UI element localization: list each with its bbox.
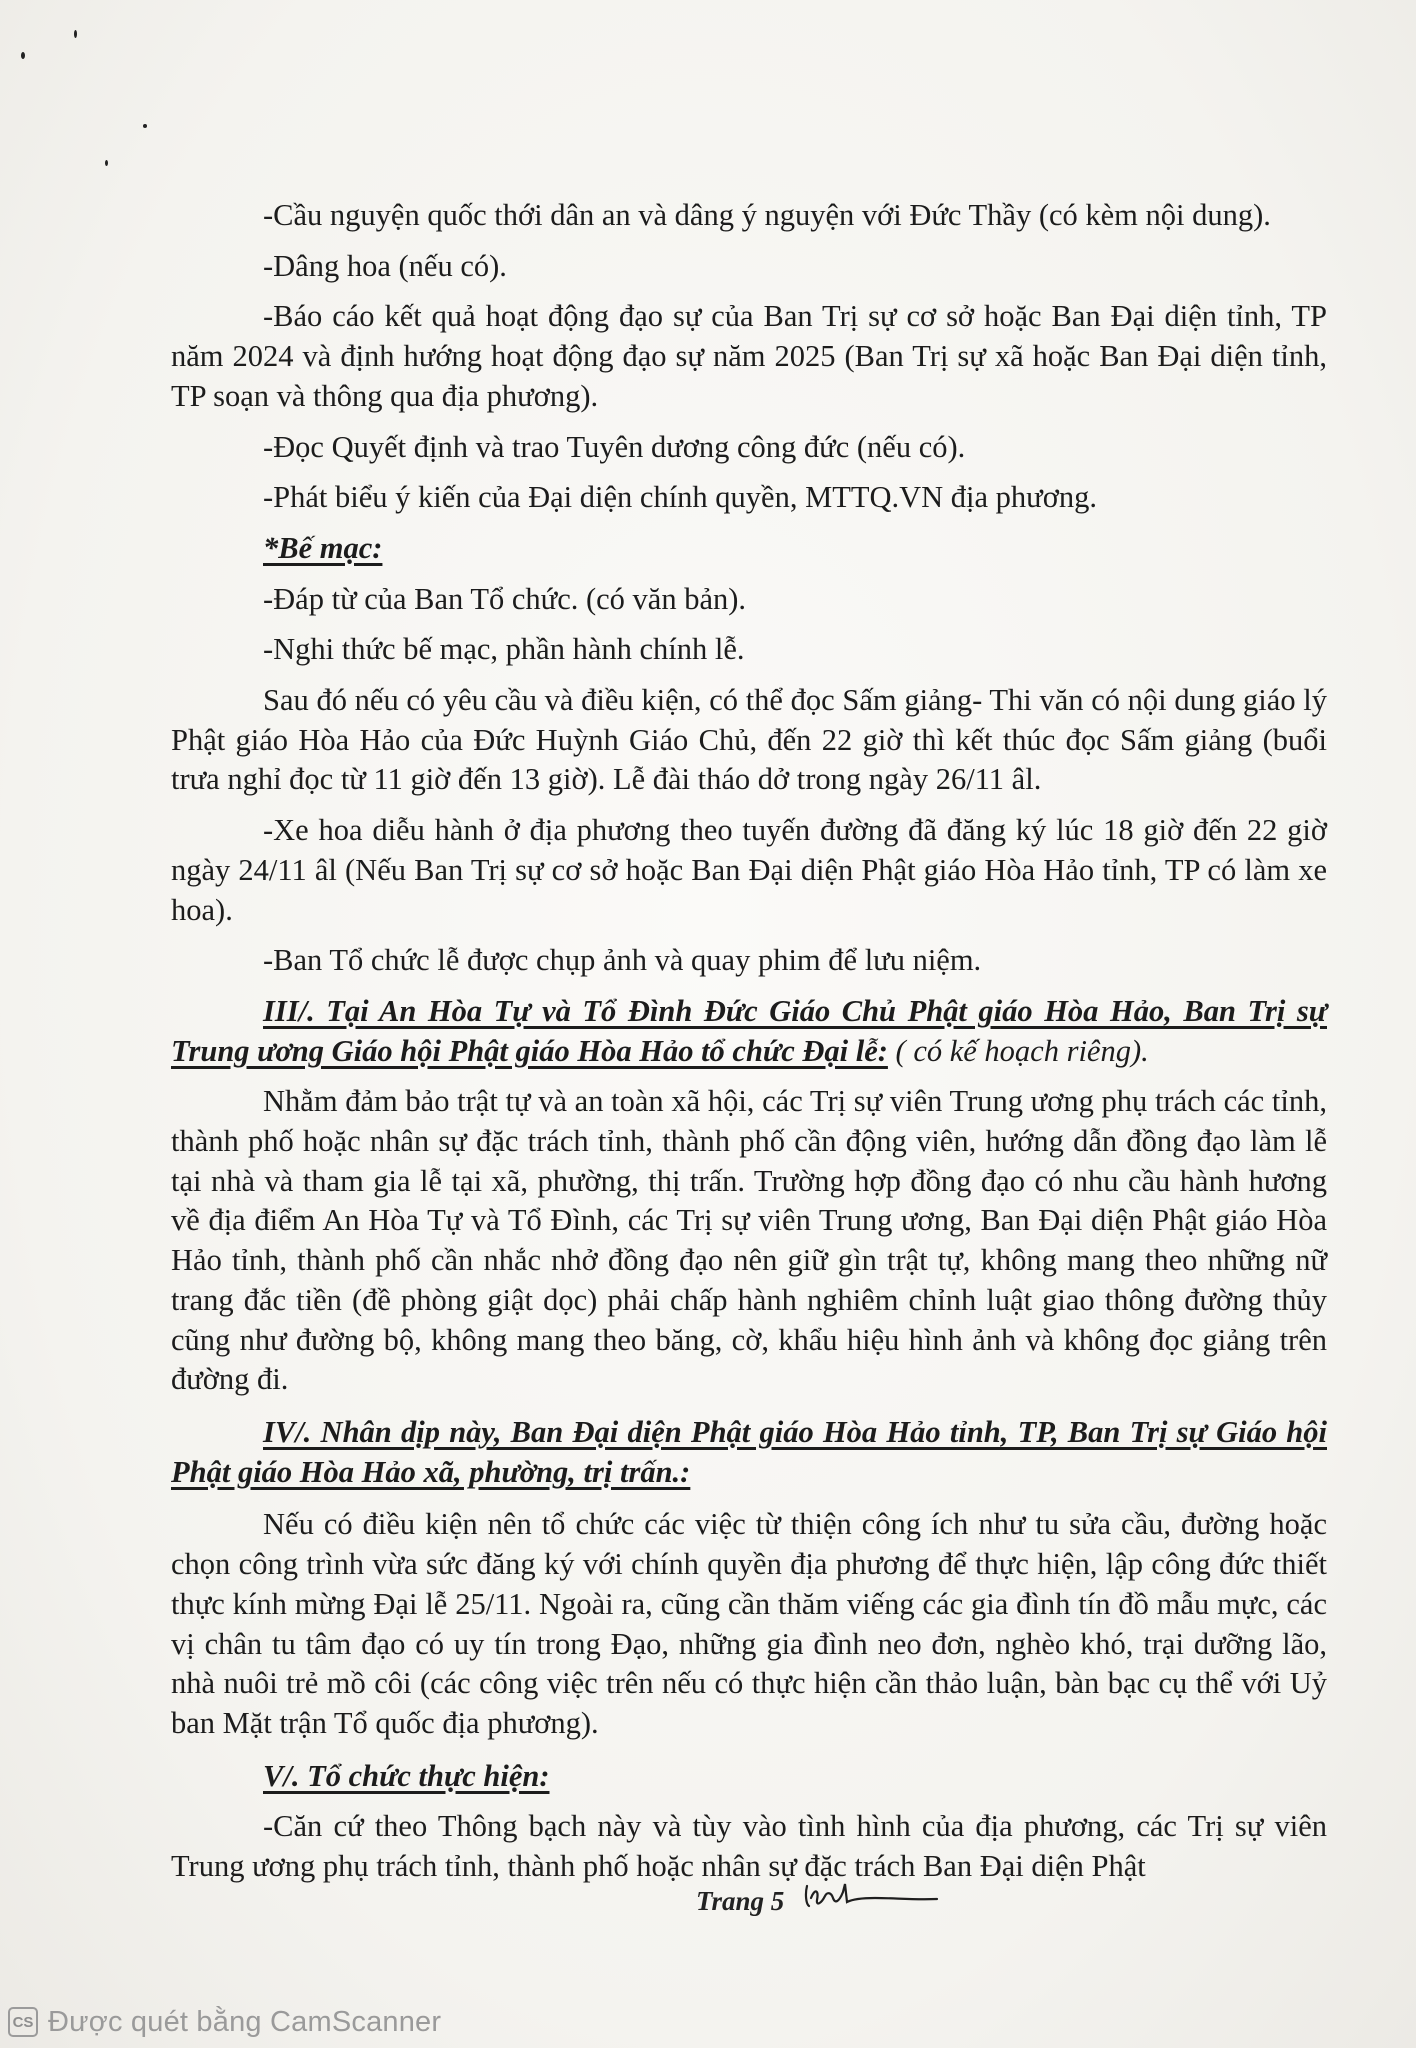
- camscanner-text: Được quét bằng CamScanner: [48, 2005, 442, 2038]
- paragraph: -Phát biểu ý kiến của Đại diện chính quyền, MTTQ.VN địa phương.: [263, 480, 1097, 515]
- page-number: Trang 5: [696, 1886, 785, 1916]
- scan-speck: [74, 30, 77, 38]
- scan-speck: [105, 160, 108, 166]
- heading-closing: *Bế mạc:: [263, 530, 383, 565]
- paragraph: Sau đó nếu có yêu cầu và điều kiện, có thể đọc Sấm giảng- Thi văn có nội dung giáo lý Phật giáo Hòa Hảo của Đức Huỳnh Giáo Chủ, đến 22 giờ thì kết thúc đọc Sấm giảng (buổi trưa nghỉ đọc từ 11 giờ đến 13 giờ). Lễ đài tháo dở trong ngày 26/11 âl.: [171, 683, 1327, 797]
- document-body: [171, 196, 1327, 1887]
- paragraph: -Căn cứ theo Thông bạch này và tùy vào tình hình của địa phương, các Trị sự viên Trung ương phụ trách tỉnh, thành phố hoặc nhân sự đặc trách Ban Đại diện Phật: [171, 1809, 1327, 1884]
- signature-initials: [803, 1878, 943, 1912]
- camscanner-watermark: [8, 2002, 441, 2042]
- camscanner-logo-icon: CS: [8, 2007, 38, 2037]
- scan-speck: [21, 52, 25, 59]
- paragraph: -Báo cáo kết quả hoạt động đạo sự của Ban Trị sự cơ sở hoặc Ban Đại diện tỉnh, TP năm 2024 và định hướng hoạt động đạo sự năm 2025 (Ban Trị sự xã hoặc Ban Đại diện tỉnh, TP soạn và thông qua địa phương).: [171, 299, 1327, 413]
- heading-section-iii: III/. Tại An Hòa Tự và Tổ Đình Đức Giáo Chủ Phật giáo Hòa Hảo, Ban Trị sự Trung ương Giáo hội Phật giáo Hòa Hảo tổ chức Đại lễ:: [171, 993, 1327, 1068]
- paragraph: -Đáp từ của Ban Tổ chức. (có văn bản).: [263, 581, 747, 616]
- paragraph: -Dâng hoa (nếu có).: [263, 248, 507, 283]
- paragraph: -Đọc Quyết định và trao Tuyên dương công đức (nếu có).: [263, 429, 966, 464]
- section-heading: [171, 992, 1327, 1071]
- heading-section-iv: IV/. Nhân dịp này, Ban Đại diện Phật giáo Hòa Hảo tỉnh, TP, Ban Trị sự Giáo hội Phật giáo Hòa Hảo xã, phường, trị trấn.:: [171, 1414, 1327, 1489]
- section-heading: [171, 1413, 1327, 1492]
- heading-section-v: V/. Tổ chức thực hiện:: [263, 1758, 550, 1793]
- heading-section-iii-note: ( có kế hoạch riêng).: [887, 1033, 1149, 1068]
- paragraph: -Nghi thức bế mạc, phần hành chính lễ.: [263, 632, 745, 667]
- paragraph: -Ban Tổ chức lễ được chụp ảnh và quay phim để lưu niệm.: [263, 943, 982, 978]
- scan-speck: [143, 124, 147, 128]
- section-heading: [171, 1757, 1327, 1797]
- paragraph: Nhằm đảm bảo trật tự và an toàn xã hội, các Trị sự viên Trung ương phụ trách các tỉnh, thành phố hoặc nhân sự đặc trách tỉnh, thành phố cần động viên, hướng dẫn đồng đạo làm lễ tại nhà và tham gia lễ tại xã, phường, thị trấn. Trường hợp đồng đạo có nhu cầu hành hương về địa điểm An Hòa Tự và Tổ Đình, các Trị sự viên Trung ương, Ban Đại diện Phật giáo Hòa Hảo tỉnh, thành phố cần nhắc nhở đồng đạo nên giữ gìn trật tự, không mang theo những nữ trang đắc tiền (đề phòng giật dọc) phải chấp hành nghiêm chỉnh luật giao thông đường thủy cũng như đường bộ, không mang theo băng, cờ, khẩu hiệu hình ảnh và không đọc giảng trên đường đi.: [171, 1084, 1327, 1397]
- paragraph: -Cầu nguyện quốc thới dân an và dâng ý nguyện với Đức Thầy (có kèm nội dung).: [263, 198, 1271, 232]
- paragraph: Nếu có điều kiện nên tổ chức các việc từ thiện công ích như tu sửa cầu, đường hoặc chọn công trình vừa sức đăng ký với chính quyền địa phương để thực hiện, lập công đức thiết thực kính mừng Đại lễ 25/11. Ngoài ra, cũng cần thăm viếng các gia đình tín đồ mẫu mực, các vị chân tu tâm đạo có uy tín trong Đạo, những gia đình neo đơn, nghèo khó, trại dưỡng lão, nhà nuôi trẻ mồ côi (các công việc trên nếu có thực hiện cần thảo luận, bàn bạc cụ thể với Uỷ ban Mặt trận Tổ quốc địa phương).: [171, 1507, 1327, 1740]
- paragraph: -Xe hoa diễu hành ở địa phương theo tuyến đường đã đăng ký lúc 18 giờ đến 22 giờ ngày 24/11 âl (Nếu Ban Trị sự cơ sở hoặc Ban Đại diện Phật giáo Hòa Hảo tỉnh, TP có làm xe hoa).: [171, 813, 1327, 927]
- section-heading: [171, 529, 1327, 569]
